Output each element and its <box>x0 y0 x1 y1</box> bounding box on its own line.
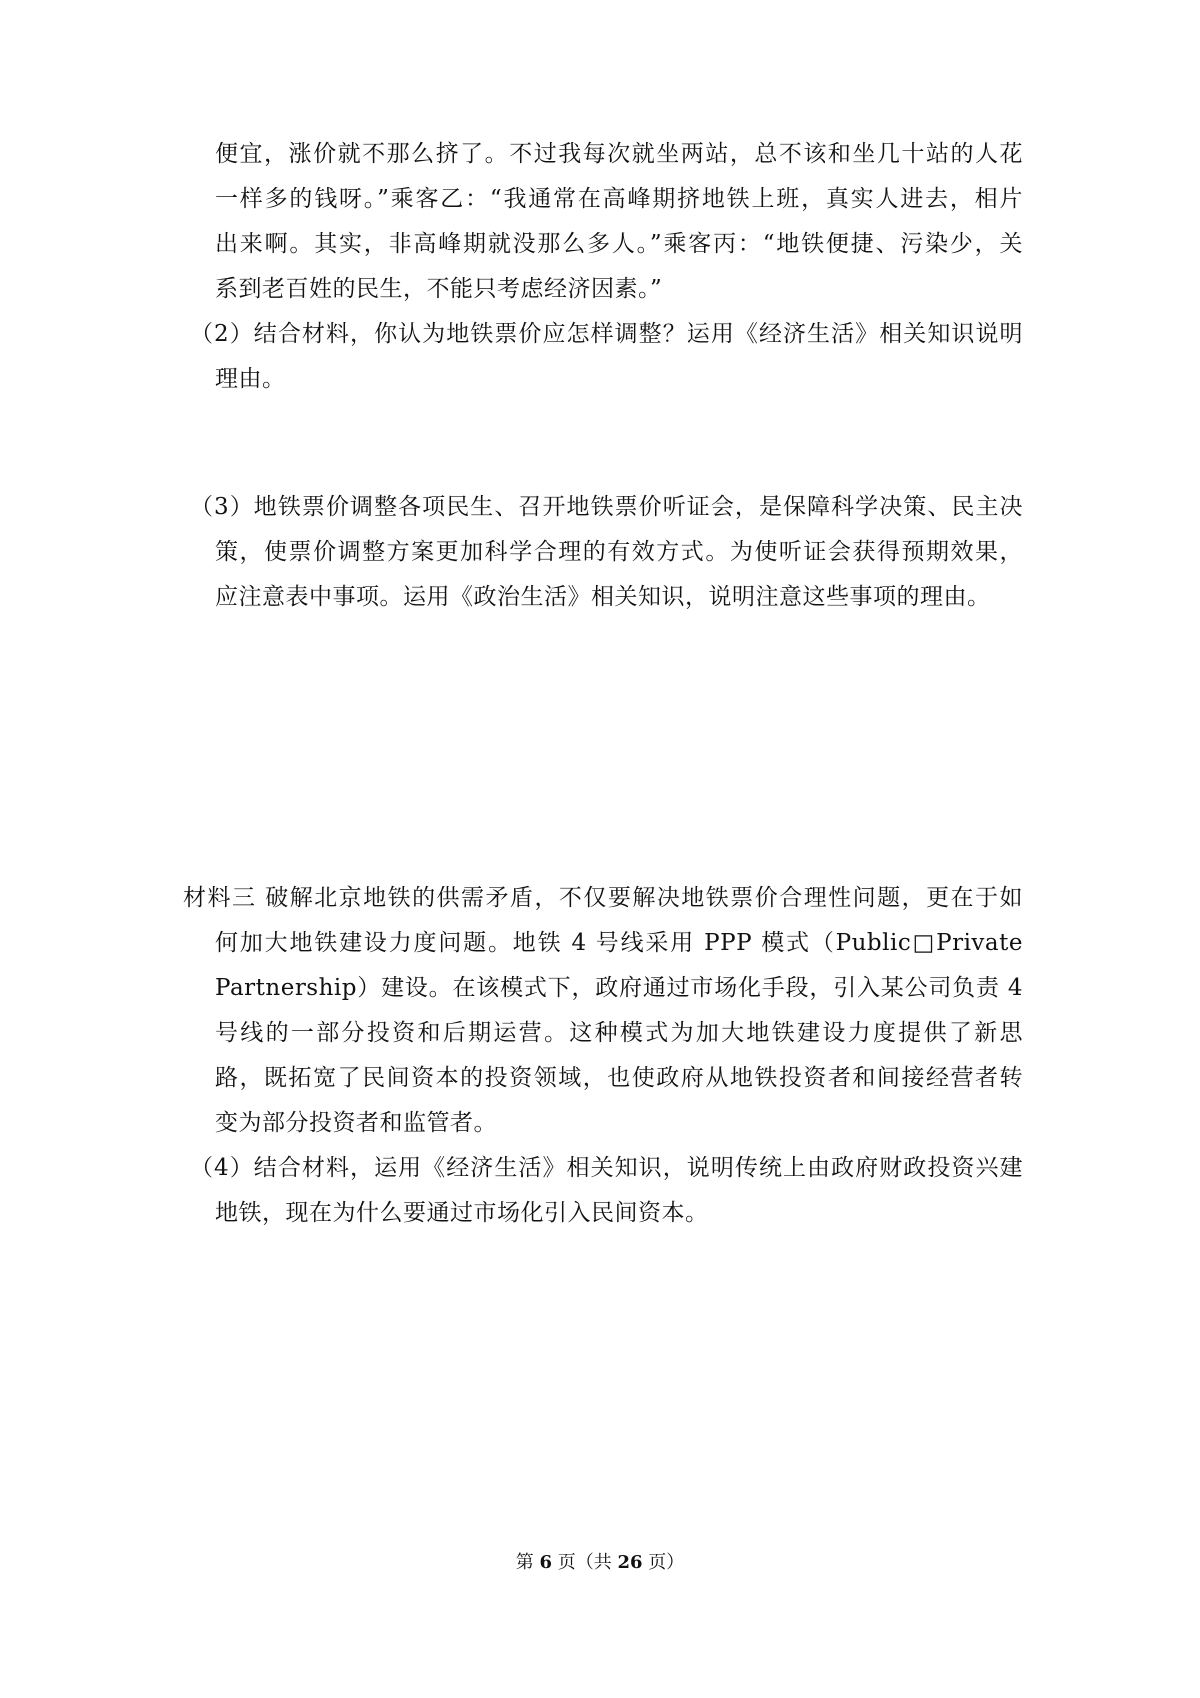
question-text-line: 策，使票价调整方案更加科学合理的有效方式。为使听证会获得预期效果， <box>215 539 1023 565</box>
question-text-line: （2）结合材料，你认为地铁票价应怎样调整？运用《经济生活》相关知识说明 <box>190 321 1023 347</box>
text-line: 一样多的钱呀。”乘客乙：“我通常在高峰期挤地铁上班，真实人进去，相片 <box>215 186 1023 212</box>
question-text-line: （3）地铁票价调整各项民生、召开地铁票价听证会，是保障科学决策、民主决 <box>190 494 1023 520</box>
material-text-line: 变为部分投资者和监管者。 <box>215 1110 497 1136</box>
material-text-line: 号线的一部分投资和后期运营。这种模式为加大地铁建设力度提供了新思 <box>215 1020 1023 1046</box>
footer-middle: 页（共 <box>552 1552 618 1573</box>
material-text-line: Partnership）建设。在该模式下，政府通过市场化手段，引入某公司负责 4 <box>215 975 1023 1001</box>
text-line: 便宜，涨价就不那么挤了。不过我每次就坐两站，总不该和坐几十站的人花 <box>215 141 1023 167</box>
material-text-line: 何加大地铁建设力度问题。地铁 4 号线采用 PPP 模式（Public□Private <box>215 930 1023 956</box>
text-line: 出来啊。其实，非高峰期就没那么多人。”乘客丙：“地铁便捷、污染少，关 <box>215 231 1023 257</box>
question-text-line: 理由。 <box>215 366 286 392</box>
question-text-line: 地铁，现在为什么要通过市场化引入民间资本。 <box>215 1200 709 1226</box>
total-pages: 26 <box>617 1552 643 1573</box>
page-number: 6 <box>539 1552 552 1573</box>
footer-suffix: 页） <box>642 1552 685 1573</box>
material-text-line: 路，既拓宽了民间资本的投资领域，也使政府从地铁投资者和间接经营者转 <box>215 1065 1023 1091</box>
page-footer <box>0 1551 1200 1575</box>
question-text-line: （4）结合材料，运用《经济生活》相关知识，说明传统上由政府财政投资兴建 <box>190 1155 1023 1181</box>
question-text-line: 应注意表中事项。运用《政治生活》相关知识，说明注意这些事项的理由。 <box>215 584 991 610</box>
footer-prefix: 第 <box>515 1552 540 1573</box>
material-text-line: 材料三 破解北京地铁的供需矛盾，不仅要解决地铁票价合理性问题，更在于如 <box>183 885 1023 911</box>
text-line: 系到老百姓的民生，不能只考虑经济因素。” <box>215 276 663 302</box>
